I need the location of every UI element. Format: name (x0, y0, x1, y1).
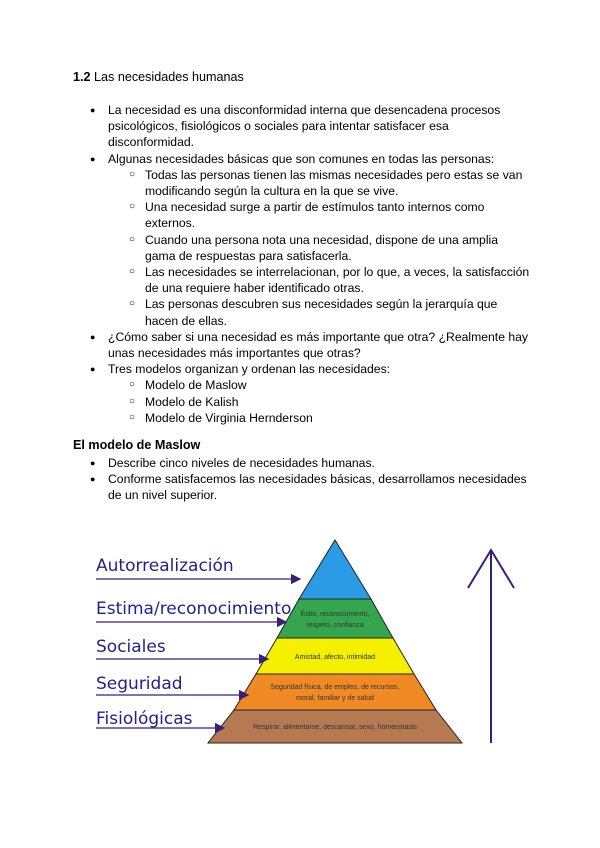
sub-list-item-text: Modelo de Virginia Hernderson (145, 410, 313, 425)
sub-list-item (0, 410, 530, 426)
sub-list-item-text: Modelo de Maslow (145, 378, 247, 393)
pyramid-level-autorrealizacion (299, 540, 371, 599)
level-text: moral, familiar y de salud (296, 695, 374, 702)
list-item-text: La necesidad es una disconformidad interna que desencadena procesos psicológicos, fisiológicos o sociales para intentar satisfacer esa disconformidad. (108, 103, 501, 150)
maslow-heading: El modelo de Maslow (73, 438, 201, 452)
list-item-text: ¿Cómo saber si una necesidad es más importante que otra? ¿Realmente hay unas necesidades más importantes que otras? (108, 329, 529, 361)
label-fisiologicas: Fisiológicas (96, 709, 193, 729)
bullet-dot-icon: ● (90, 364, 96, 375)
bullet-dot-icon: ● (90, 331, 96, 342)
label-seguridad: Seguridad (96, 674, 183, 694)
sub-list-item (0, 232, 530, 264)
maslow-list (0, 455, 600, 504)
list-item (0, 151, 538, 167)
label-estima: Estima/reconocimiento (96, 599, 292, 619)
sub-list-item (0, 199, 530, 231)
sub-list-item (0, 264, 530, 296)
bullet-dot-icon: ● (90, 105, 96, 115)
level-text: Respirar, alimentarse, descansar, sexo, homeostasis (253, 724, 417, 731)
section-title: Las necesidades humanas (94, 70, 244, 84)
sub-list-item (0, 394, 530, 410)
level-text: Amistad, afecto, intimidad (294, 654, 376, 661)
label-autorrealizacion: Autorrealización (96, 556, 234, 576)
bullet-dot-icon: ● (90, 474, 96, 485)
bullet-dot-icon: ● (90, 153, 96, 164)
pyramid-level-seguridad (234, 674, 436, 710)
level-text: Seguridad física, de empleo, de recursos, (270, 684, 400, 691)
maslow-pyramid-diagram (90, 538, 530, 753)
level-text: respeto, confianza (306, 622, 364, 629)
bullet-circle-icon: ○ (129, 201, 136, 213)
bullet-circle-icon: ○ (129, 411, 136, 423)
sub-list-item (0, 296, 530, 328)
list-item (0, 102, 538, 151)
sub-list-item (0, 167, 530, 199)
sub-list-item-text: Modelo de Kalish (145, 394, 239, 409)
sub-list-item (0, 377, 530, 393)
bullet-dot-icon: ● (90, 458, 96, 468)
list-item-text: Conforme satisfacemos las necesidades básicas, desarrollamos necesidades de un nivel superior. (108, 472, 527, 503)
pyramid-level-estima (277, 599, 393, 638)
bullet-circle-icon: ○ (129, 379, 136, 391)
bullet-circle-icon: ○ (129, 168, 136, 180)
list-item (0, 471, 538, 503)
bullet-circle-icon: ○ (129, 395, 136, 407)
needs-list (0, 102, 600, 426)
list-item-text: Describe cinco niveles de necesidades humanas. (108, 456, 375, 470)
section-heading (73, 70, 244, 84)
list-item-text: Tres modelos organizan y ordenan las necesidades: (108, 362, 391, 377)
sub-list-item-text: Una necesidad surge a partir de estímulos tanto internos como externos. (145, 200, 485, 231)
sub-list-item-text: Las personas descubren sus necesidades según la jerarquía que hacen de ellas. (145, 297, 498, 328)
sub-list-item-text: Las necesidades se interrelacionan, por lo que, a veces, la satisfacción de una requiere haber identificado otras. (145, 265, 530, 296)
hierarchy-up-arrow-icon (468, 550, 514, 743)
level-text: Éxito, reconocimiento, (300, 611, 370, 618)
bullet-circle-icon: ○ (129, 298, 136, 310)
list-item (0, 361, 538, 377)
list-item (0, 329, 538, 361)
section-number: 1.2 (73, 70, 91, 84)
sub-list-item-text: Todas las personas tienen las mismas necesidades pero estas se van modificando según la cultura en la que se vive. (145, 167, 523, 199)
list-item-text: Algunas necesidades básicas que son comunes en todas las personas: (108, 151, 495, 166)
list-item (0, 455, 538, 471)
bullet-circle-icon: ○ (129, 233, 136, 245)
label-sociales: Sociales (96, 637, 166, 657)
bullet-circle-icon: ○ (129, 266, 136, 278)
sub-list-item-text: Cuando una persona nota una necesidad, dispone de una amplia gama de respuestas para satisfacerla. (145, 232, 499, 263)
